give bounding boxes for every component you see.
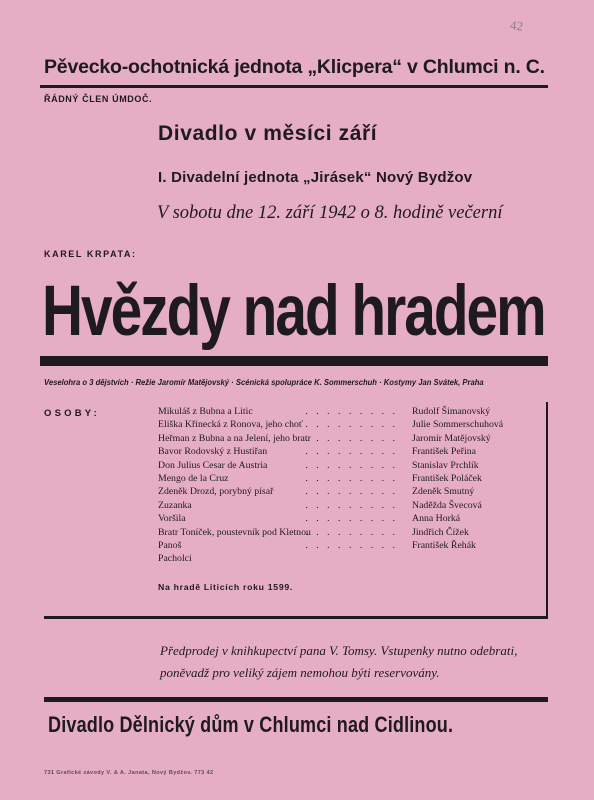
actor-name: Rudolf Šimanovský xyxy=(412,406,491,417)
role-name: Mengo de la Cruz xyxy=(158,472,229,484)
actor-name: Zdeněk Smutný xyxy=(412,486,475,498)
title-divider xyxy=(40,356,548,366)
cast-row xyxy=(158,419,508,432)
role-name: Heřman z Bubna a na Jelení, jeho bratr xyxy=(158,432,311,444)
role-name: Voršila xyxy=(158,513,186,525)
actor-name: Jaromír Matějovský xyxy=(412,432,491,444)
cast-row xyxy=(158,406,508,419)
role-name: Bratr Toníček, poustevník pod Kletnou xyxy=(158,526,311,538)
role-name: Zdeněk Drozd, porybný písař xyxy=(158,486,274,498)
actor-name: František Poláček xyxy=(412,472,482,484)
dot-leader: . . . . . . . . . xyxy=(305,499,398,511)
divider xyxy=(44,697,548,702)
dot-leader: . . . . . . . . . xyxy=(305,513,398,525)
dot-leader: . . . . . . . . . xyxy=(305,419,398,431)
cast-row xyxy=(158,540,508,553)
cast-row xyxy=(158,486,508,499)
role-name: Eliška Křinecká z Ronova, jeho choť xyxy=(158,419,304,431)
cast-row xyxy=(158,446,508,459)
cast-row xyxy=(158,433,508,446)
dot-leader: . . . . . . . . . xyxy=(305,486,398,498)
membership-note: ŘÁDNÝ ČLEN ÚMDOČ. xyxy=(44,94,153,104)
troupe-name: I. Divadelní jednota „Jirásek“ Nový Bydžov xyxy=(158,169,473,186)
role-name: Pacholci xyxy=(158,553,192,565)
production-credits: Veselohra o 3 dějstvích · Režie Jaromír Matějovský · Scénická spolupráce K. Sommerschuh · Kostymy Jan Svátek, Praha xyxy=(44,377,484,387)
cast-row xyxy=(158,500,508,513)
dot-leader: . . . . . . . . . xyxy=(305,459,398,471)
printer-imprint: 731 Grafické závody V. & A. Janata, Nový Bydžov. 773 42 xyxy=(44,770,214,776)
dot-leader: . . . . . . . . . xyxy=(305,432,398,444)
cast-row xyxy=(158,513,508,526)
role-name: Panoš xyxy=(158,539,182,551)
role-name: Mikuláš z Bubna a Litic xyxy=(158,406,253,417)
author-name: KAREL KRPATA: xyxy=(44,249,137,259)
cast-row xyxy=(158,460,508,473)
actor-name: Anna Horká xyxy=(412,513,461,525)
actor-name: František Peřina xyxy=(412,446,476,458)
cast-border xyxy=(546,402,548,618)
dot-leader: . . . . . . . . . xyxy=(305,539,398,551)
role-name: Zuzanka xyxy=(158,499,192,511)
presale-note xyxy=(160,640,550,684)
actor-name: Julie Sommerschuhová xyxy=(412,419,504,431)
actor-name: Jindřich Čížek xyxy=(412,526,469,538)
actor-name: Naděžda Švecová xyxy=(412,499,482,511)
presale-line: poněvadž pro veliký zájem nemohou býti reservovány. xyxy=(160,665,440,680)
play-title: Hvězdy nad hradem xyxy=(42,272,545,351)
divider xyxy=(40,85,548,88)
venue-name: Divadlo Dělnický dům v Chlumci nad Cidlinou. xyxy=(48,712,454,737)
dot-leader: . . . . . . . . . xyxy=(305,472,398,484)
pencil-mark: 42 xyxy=(509,17,524,34)
cast-row xyxy=(158,553,508,566)
actor-name: František Řehák xyxy=(412,539,476,551)
cast-list xyxy=(158,406,508,567)
setting-note: Na hradě Liticích roku 1599. xyxy=(158,582,293,592)
role-name: Bavor Rodovský z Hustiřan xyxy=(158,446,268,458)
performance-date: V sobotu dne 12. září 1942 o 8. hodině večerní xyxy=(157,203,503,223)
organization-heading: Pěvecko-ochotnická jednota „Klicpera“ v Chlumci n. C. xyxy=(44,56,545,78)
month-heading: Divadlo v měsíci září xyxy=(158,122,378,145)
actor-name: Stanislav Prchlík xyxy=(412,459,479,471)
divider xyxy=(44,616,548,619)
presale-line: Předprodej v knihkupectví pana V. Tomsy. Vstupenky nutno odebrati, xyxy=(160,643,518,658)
dot-leader: . . . . . . . . . xyxy=(305,406,398,417)
dot-leader: . . . . . . . . . xyxy=(305,446,398,458)
dot-leader: . . . . . . . . . xyxy=(305,526,398,538)
cast-label: OSOBY: xyxy=(44,408,100,419)
cast-row xyxy=(158,527,508,540)
cast-row xyxy=(158,473,508,486)
role-name: Don Julius Cesar de Austria xyxy=(158,459,268,471)
